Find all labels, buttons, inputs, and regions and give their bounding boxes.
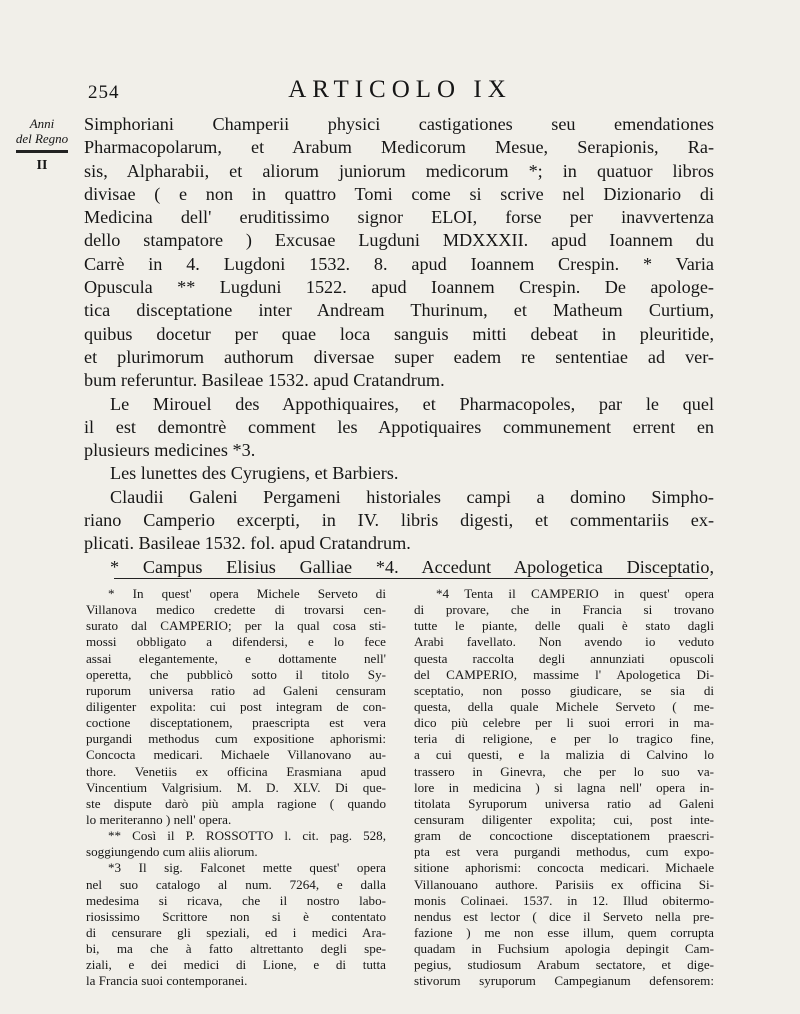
footnote-line: questa, della quale Michele Serveto ( me-: [414, 698, 714, 714]
text-line: Le Mirouel des Appothiquaires, et Pharmacopoles, par le quel: [110, 393, 714, 414]
footnote-line: *3 Il sig. Falconet mette quest' opera: [108, 860, 386, 876]
text-line: dello stampatore ) Excusae Lugduni MDXXXII. apud Ioannem du: [84, 230, 714, 251]
footnote-line: fazione ) me non esse illum, quem corrupta: [414, 924, 714, 940]
chapter-title: ARTICOLO IX: [288, 76, 512, 103]
footnote-line: monis Colinaei. 1537. in 12. Illud obitermo-: [414, 892, 714, 908]
footnote-line: titolata Syruporum universa ratio ad Galeni: [414, 795, 714, 811]
footnote-line: diligenter expolita: cui post integram de con-: [86, 698, 386, 714]
text-line: Les lunettes des Cyrugiens, et Barbiers.: [110, 463, 399, 484]
margin-note-number: II: [36, 158, 48, 173]
footnote-line: Concocta medicari. Michaele Villanovano au-: [86, 747, 386, 763]
text-line: Medicina dell' eruditissimo signor ELOI, forse per inavvertenza: [84, 207, 714, 228]
footnote-line: censuram diligenter expolita; cui, post inte-: [414, 811, 714, 827]
footnote-line: ste dispute darò più ampla ragione ( quando: [86, 795, 386, 811]
footnote-line: trassero in Ginevra, che per lo suo va-: [414, 763, 714, 779]
footnote-line: del CAMPERIO, massime l' Apologetica Di-: [414, 666, 714, 682]
footnote-line: quadam in Fuchsium apologia depingit Cam-: [414, 941, 714, 957]
footnote-line: coctione disceptationem, praescripta est vera: [86, 715, 386, 731]
footnote-line: purgandi methodus cum expositione aphorismi:: [86, 731, 386, 747]
footnote-line: dico più celebre per li suoi errori in ma-: [414, 715, 714, 731]
margin-note-reign: del Regno: [15, 131, 69, 146]
text-line: plusieurs medicines *3.: [84, 440, 256, 461]
text-line: sis, Alpharabii, et aliorum juniorum medicorum *; in quatuor libros: [84, 160, 714, 181]
footnote-line: Vincentium Valgrisium. M. D. XLV. Di que-: [86, 779, 386, 795]
footnote-line: lore in medicina ) si lagna nell' opera in-: [414, 779, 714, 795]
footnote-line: * In quest' opera Michele Serveto di: [108, 586, 386, 601]
footnote-line: *4 Tenta il CAMPERIO in quest' opera: [436, 586, 714, 601]
footnote-line: bi, ma che à fatto altrettanto degli spe-: [86, 941, 386, 957]
footnote-line: operetta, che pubblicò sotto il titolo Sy-: [86, 666, 386, 682]
footnotes-right-column: [414, 586, 714, 990]
text-line: Claudii Galeni Pergameni historiales campi a domino Simpho-: [110, 486, 714, 507]
footnote-line: stivorum syruporum Campegianum defensorem:: [414, 973, 714, 989]
footnote-line: nendus est lector ( dice il Serveto nella pre-: [414, 908, 714, 924]
footnote-line: questa raccolta degli annunziati opuscoli: [414, 650, 714, 666]
footnote-line: ** Così il P. ROSSOTTO l. cit. pag. 528,: [108, 828, 386, 844]
footnote-divider: [114, 578, 708, 579]
text-line: Carrè in 4. Lugdoni 1532. 8. apud Ioannem Crespin. * Varia: [84, 253, 714, 274]
text-line: Opuscula ** Lugduni 1522. apud Ioannem Crespin. De apologe-: [84, 277, 714, 298]
footnote-line: surato dal CAMPERIO; per la qual cosa sti-: [86, 618, 386, 634]
footnote-line: ruporum universa ratio ad Galeni censuram: [86, 682, 386, 698]
text-line: il est demontrè comment les Appotiquaires communement errent en: [84, 416, 714, 437]
text-line: et plurimorum authorum diversae super eadem re sententiae ad ver-: [84, 346, 714, 367]
text-line: Simphoriani Champerii physici castigationes seu emendationes: [84, 114, 714, 134]
text-line: bum referuntur. Basileae 1532. apud Cratandrum.: [84, 370, 445, 391]
footnote-line: lo meriteranno ) nell' opera.: [86, 811, 232, 827]
footnote-line: sceptatio, non posso giudicare, se sia di: [414, 682, 714, 698]
footnote-line: nel suo catalogo al num. 7264, e dalla: [86, 876, 386, 892]
footnotes-left-column: [86, 586, 386, 990]
footnote-line: ziali, e dei medici di Lione, e di tutta: [86, 957, 386, 973]
footnote-line: tutte le piante, delle quali è stato dagli: [414, 618, 714, 634]
footnote-line: Arabi favellato. Non avendo io veduto: [414, 634, 714, 650]
text-line: divisae ( e non in quattro Tomi come si scrive nel Dizionario di: [84, 183, 714, 204]
footnote-line: pta est vera purgandi methodus, cum expo-: [414, 844, 714, 860]
footnote-line: pegius, studiosum Arabum sectatore, et dige-: [414, 957, 714, 973]
text-line: * Campus Elisius Galliae *4. Accedunt Apologetica Disceptatio,: [110, 556, 714, 577]
text-line: Pharmacopolarum, et Arabum Medicorum Mesue, Serapionis, Ra-: [84, 137, 714, 158]
footnote-line: gram de concoctione disceptationem praescri-: [414, 828, 714, 844]
footnote-line: di censurare gli speziali, ed i medici Ara-: [86, 924, 386, 940]
footnote-line: mossi obbligato a difendersi, e lo fece: [86, 634, 386, 650]
footnote-line: medesima si ricava, che il nostro labo-: [86, 892, 386, 908]
footnote-line: Villanova medico credette di trovarsi cen-: [86, 602, 386, 618]
footnote-line: la Francia suoi contemporanei.: [86, 973, 248, 989]
footnote-line: teria di religione, e per lo tragico fine,: [414, 731, 714, 747]
text-line: tica disceptatione inter Andream Thurinum, et Matheum Curtium,: [84, 300, 714, 321]
margin-note-years: Anni: [29, 116, 55, 131]
footnote-line: soggiungendo cum aliis aliorum.: [86, 844, 258, 860]
footnote-line: thore. Venetiis ex officina Erasmiana apud: [86, 763, 386, 779]
page-number: 254: [88, 82, 120, 103]
main-text: [84, 113, 714, 579]
footnote-line: di provare, che in Francia si trovano: [414, 602, 714, 618]
footnote-line: sitione aphorismi: concocta medicari. Michaele: [414, 860, 714, 876]
footnote-line: Villanouano authore. Parisiis ex officina Si-: [414, 876, 714, 892]
footnote-line: assai elegantemente, e dottamente nell': [86, 650, 386, 666]
margin-divider: [16, 150, 68, 153]
text-line: riano Camperio excerpti, in IV. libris digesti, et commentariis ex-: [84, 510, 714, 531]
footnote-line: riosissimo Scrittore non si è contentato: [86, 908, 386, 924]
page-header: [0, 76, 800, 106]
footnote-line: a cui questi, e la malizia di Calvino lo: [414, 747, 714, 763]
text-line: plicati. Basileae 1532. fol. apud Cratandrum.: [84, 533, 411, 554]
text-line: quibus docetur per quae loca sanguis mitti debeat in pleuritide,: [84, 323, 714, 344]
margin-note: [6, 116, 78, 173]
